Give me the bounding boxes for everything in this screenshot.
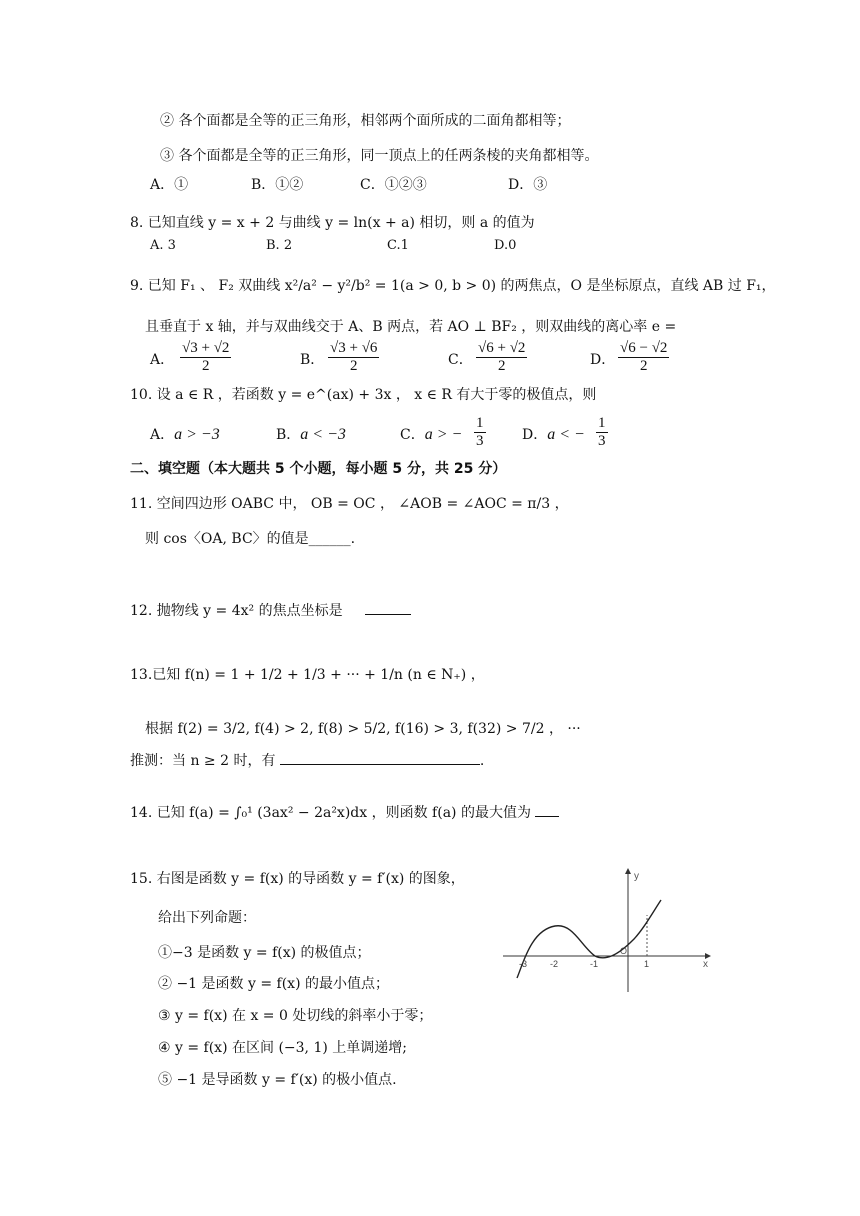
q15-proposition-1: ①−3 是函数 y = f(x) 的极值点； (158, 945, 371, 961)
y-axis-label: y (634, 871, 639, 882)
q8-stem: 8. 已知直线 y = x + 2 与曲线 y = ln(x + a) 相切，则 a 的值为 (130, 215, 535, 231)
q7-option-b: B．①② (251, 177, 304, 193)
q13-line-1: 13.已知 f(n) = 1 + 1/2 + 1/3 + ··· + 1/n (n ∈ N₊) ， (130, 667, 485, 683)
q14-stem: 14. 已知 f(a) = ∫₀¹ (3ax² − 2a²x)dx ，则函数 f(a) 的最大值为 (130, 802, 559, 823)
x-axis-label: x (703, 959, 708, 970)
q9-option-c-label: C． (448, 352, 473, 368)
q9-option-b-label: B． (300, 352, 325, 368)
q10-option-c-fraction: $\frac{1}{3}$ (476, 415, 484, 449)
q9-option-b-value: $\frac{√3 + √6}{2}$ (330, 340, 378, 374)
q8-option-a: A. 3 (150, 238, 176, 253)
tick-label-neg2: -2 (550, 959, 559, 969)
q9-option-a-label: A． (150, 352, 175, 368)
section-fill-in-heading: 二、填空题（本大题共 5 个小题，每小题 5 分，共 25 分） (130, 461, 507, 477)
tick-label-neg3: -3 (519, 959, 528, 969)
q9-option-d-label: D． (590, 352, 616, 368)
q9-option-c-value: $\frac{√6 + √2}{2}$ (478, 340, 526, 374)
derivative-graph (495, 860, 720, 1000)
q15-proposition-3: ③ y = f(x) 在 x = 0 处切线的斜率小于零； (158, 1008, 433, 1024)
q12-answer-blank[interactable] (365, 600, 411, 615)
q9-line-1: 9. 已知 F₁ 、 F₂ 双曲线 x²/a² − y²/b² = 1(a > 0, b > 0) 的两焦点，O 是坐标原点，直线 AB 过 F₁， (130, 278, 776, 294)
q13-line-2: 根据 f(2) = 3/2, f(4) > 2, f(8) > 5/2, f(16) > 3, f(32) > 7/2 ， ··· (145, 721, 581, 737)
q8-option-c: C.1 (387, 238, 409, 253)
q10-option-a: A．a > −3 (150, 426, 220, 443)
q13-line-3: 推测：当 n ≥ 2 时，有 . (130, 750, 484, 771)
tick-label-1: 1 (644, 959, 650, 969)
q11-line-2: 则 cos〈OA, BC〉的值是______. (145, 531, 356, 547)
q10-option-d-label: D．a < − (522, 426, 585, 443)
statement-2: ② 各个面都是全等的正三角形，相邻两个面所成的二面角都相等； (160, 113, 571, 129)
q15-proposition-5: ⑤ −1 是导函数 y = f′(x) 的极小值点. (158, 1072, 397, 1088)
tick-label-neg1: -1 (590, 959, 599, 969)
origin-label: O (620, 946, 628, 956)
q9-options (150, 340, 710, 384)
q10-option-d-fraction: $\frac{1}{3}$ (598, 415, 606, 449)
q12-stem: 12. 抛物线 y = 4x² 的焦点坐标是 (130, 600, 411, 621)
q14-answer-blank[interactable] (535, 802, 559, 817)
q7-option-c: C．①②③ (360, 177, 427, 193)
q15-proposition-2: ② −1 是函数 y = f(x) 的最小值点； (158, 976, 389, 992)
q9-option-d-value: $\frac{√6 - √2}{2}$ (620, 340, 668, 374)
q9-option-a-value: $\frac{√3 + √2}{2}$ (182, 340, 230, 374)
q10-stem: 10. 设 a ∈ R ，若函数 y = e^(ax) + 3x ， x ∈ R 有大于零的极值点，则 (130, 387, 597, 403)
q10-options (150, 413, 710, 457)
q9-line-2: 且垂直于 x 轴，并与双曲线交于 A、B 两点，若 AO ⊥ BF₂ ，则双曲线的离心率 e = (145, 319, 677, 335)
q8-option-d: D.0 (494, 238, 517, 253)
q15-stem: 15. 右图是函数 y = f(x) 的导函数 y = f′(x) 的图象， (130, 871, 465, 887)
derivative-curve (517, 900, 661, 978)
q8-option-b: B. 2 (266, 238, 293, 253)
q15-proposition-4: ④ y = f(x) 在区间 (−3, 1) 上单调递增; (158, 1040, 407, 1056)
statement-3: ③ 各个面都是全等的正三角形，同一顶点上的任两条棱的夹角都相等。 (160, 148, 599, 164)
q15-lead: 给出下列命题： (158, 910, 256, 926)
q13-answer-blank[interactable] (280, 750, 480, 765)
q7-option-a: A．① (150, 177, 189, 193)
q7-option-d: D．③ (508, 177, 548, 193)
q10-option-b: B．a < −3 (276, 426, 346, 443)
q10-option-c-label: C．a > − (400, 426, 463, 443)
y-axis-arrow (625, 868, 631, 874)
q11-line-1: 11. 空间四边形 OABC 中， OB = OC ， ∠AOB = ∠AOC = π/3 ， (130, 496, 569, 512)
